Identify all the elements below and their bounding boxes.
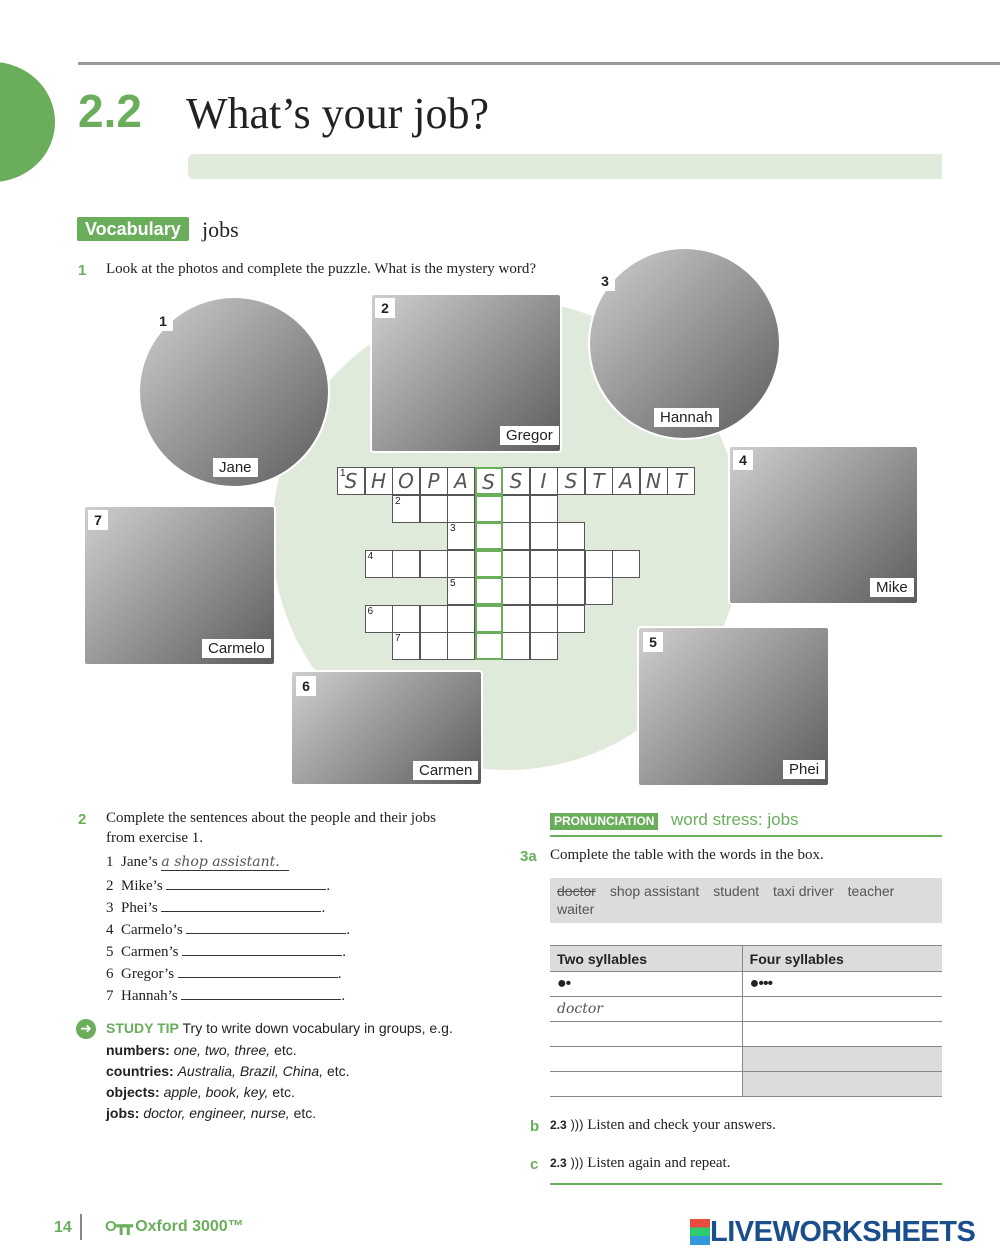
crossword-letter: A [619, 469, 633, 493]
crossword-cell-mystery[interactable] [475, 577, 503, 605]
word-item: taxi driver [773, 883, 834, 899]
clue-number: 4 [367, 550, 374, 562]
crossword-cell[interactable] [557, 467, 585, 495]
study-tip-line [106, 1084, 295, 1100]
sentence-end: . [326, 878, 331, 894]
title-bar [188, 154, 942, 179]
crossword-cell[interactable] [365, 467, 393, 495]
tip-etc: etc. [274, 1042, 297, 1058]
crossword-cell[interactable] [447, 522, 475, 550]
crossword-cell-mystery[interactable] [475, 632, 503, 660]
audio-icon[interactable]: ))) [570, 1155, 584, 1170]
crossword-cell[interactable] [530, 467, 558, 495]
tip-etc: etc. [293, 1105, 317, 1121]
crossword-letter: S [509, 469, 523, 493]
table-cell-answer[interactable]: doctor [550, 997, 742, 1022]
photo-name-mike: Mike [870, 578, 914, 597]
crossword-cell[interactable] [502, 605, 530, 633]
unit-tab-decoration [0, 62, 55, 182]
clue-number: 7 [395, 633, 401, 644]
exercise-1-instruction: Look at the photos and complete the puzzle. What is the mystery word? [106, 261, 537, 277]
crossword-cell[interactable] [502, 495, 530, 523]
key-icon: O┳┳ [105, 1218, 131, 1235]
exercise-2-number: 2 [78, 811, 87, 828]
crossword-cell[interactable] [530, 605, 558, 633]
crossword-cell[interactable] [502, 577, 530, 605]
crossword-letter: S [344, 469, 358, 493]
tip-examples: apple, book, key, [163, 1084, 269, 1100]
exercise-b-label: b [530, 1118, 540, 1135]
crossword-cell[interactable] [557, 550, 585, 578]
table-cell[interactable] [550, 1072, 742, 1097]
tip-key: countries: [106, 1063, 174, 1079]
audio-icon[interactable]: ))) [570, 1117, 584, 1132]
photo-name-carmelo: Carmelo [202, 639, 271, 658]
tip-examples: one, two, three, [173, 1042, 271, 1058]
top-rule [78, 62, 1000, 65]
crossword-cell[interactable] [530, 632, 558, 660]
sentence-number: 4 [106, 922, 114, 938]
crossword-cell[interactable] [447, 577, 475, 605]
crossword-cell[interactable] [420, 605, 448, 633]
sentence-4 [106, 920, 350, 939]
table-cell-disabled [742, 1072, 942, 1097]
crossword-cell[interactable] [447, 495, 475, 523]
table-row [550, 972, 942, 997]
sentence-text: Carmelo’s [121, 922, 183, 938]
photo-number: 5 [643, 632, 663, 652]
crossword-cell[interactable] [530, 550, 558, 578]
sentence-2 [106, 876, 330, 895]
crossword-letter: P [427, 469, 440, 493]
crossword-cell-mystery[interactable] [475, 495, 503, 523]
study-tip-line [106, 1105, 316, 1121]
crossword-cell[interactable] [365, 605, 393, 633]
exercise-c [550, 1155, 730, 1172]
vocabulary-badge: Vocabulary [77, 217, 189, 241]
photo-number: 1 [153, 311, 173, 331]
crossword-cell[interactable] [640, 467, 668, 495]
table-cell[interactable] [742, 1022, 942, 1047]
tip-examples: doctor, engineer, nurse, [143, 1105, 290, 1121]
crossword-cell[interactable] [392, 605, 420, 633]
sentence-3 [106, 898, 325, 917]
track-number: 2.3 [550, 1156, 567, 1170]
exercise-b-text: Listen and check your answers. [587, 1117, 776, 1133]
photo-name-phei: Phei [783, 760, 825, 779]
crossword-cell[interactable] [447, 467, 475, 495]
study-tip-text: Try to write down vocabulary in groups, e.g. [182, 1020, 453, 1036]
sentence-text: Phei’s [121, 900, 158, 916]
word-item: waiter [557, 901, 595, 917]
sentence-end: . [341, 988, 346, 1004]
word-item: student [713, 883, 760, 899]
sentence-number: 5 [106, 944, 114, 960]
photo-name-hannah: Hannah [654, 408, 719, 427]
crossword-cell[interactable] [447, 632, 475, 660]
crossword-cell[interactable] [530, 495, 558, 523]
crossword-letter: N [646, 469, 661, 493]
exercise-2-instruction: Complete the sentences about the people and their jobs [106, 810, 436, 826]
vocabulary-topic: jobs [202, 217, 239, 242]
sentence-text: Hannah’s [121, 988, 178, 1004]
header-two-syllables: Two syllables [550, 946, 742, 972]
tip-etc: etc. [326, 1063, 350, 1079]
answer-blank[interactable] [181, 986, 341, 1000]
sentence-number: 3 [106, 900, 114, 916]
crossword-cell[interactable] [392, 495, 420, 523]
tip-examples: Australia, Brazil, China, [177, 1063, 324, 1079]
logo-icon [690, 1219, 710, 1245]
crossword-cell[interactable] [557, 605, 585, 633]
photo-number: 7 [88, 510, 108, 530]
crossword-cell[interactable] [420, 550, 448, 578]
crossword-letter: H [370, 469, 387, 493]
crossword-cell[interactable] [585, 577, 613, 605]
study-tip-line [106, 1063, 350, 1079]
table-header-row [550, 946, 942, 972]
crossword-cell[interactable] [447, 605, 475, 633]
logo-text: LIVEWORKSHEETS [710, 1216, 976, 1248]
crossword-cell[interactable] [667, 467, 695, 495]
section-rule [550, 1183, 942, 1185]
clue-number: 5 [450, 578, 456, 589]
sentence-end: . [321, 900, 326, 916]
arrow-right-icon: ➜ [76, 1019, 96, 1039]
crossword-cell[interactable] [557, 577, 585, 605]
crossword-cell[interactable] [502, 550, 530, 578]
crossword-cell[interactable] [392, 550, 420, 578]
table-row [550, 1022, 942, 1047]
crossword-cell-mystery[interactable] [475, 605, 503, 633]
answer-blank[interactable] [166, 876, 326, 890]
crossword-letter: S [564, 469, 578, 493]
crossword-cell[interactable] [502, 632, 530, 660]
crossword-cell[interactable] [530, 577, 558, 605]
sentence-6 [106, 964, 342, 983]
answer-blank[interactable] [161, 898, 321, 912]
word-box [550, 878, 942, 923]
sentence-answer[interactable]: a shop assistant. [161, 854, 289, 871]
liveworksheets-logo [690, 1216, 975, 1249]
crossword-letter: I [540, 469, 547, 493]
crossword-letter: S [482, 470, 495, 494]
page-title: What’s your job? [186, 89, 490, 138]
crossword-cell[interactable] [612, 467, 640, 495]
sentence-1 [106, 854, 289, 871]
clue-number: 3 [450, 523, 456, 534]
sentence-end: . [337, 966, 342, 982]
tip-etc: etc. [272, 1084, 295, 1100]
stress-pattern: ●••• [742, 972, 942, 997]
sentence-5 [106, 942, 346, 961]
sentence-number: 6 [106, 966, 114, 982]
pronunciation-badge: PRONUNCIATION [550, 813, 658, 830]
crossword-cell[interactable] [502, 467, 530, 495]
sentence-text: Carmen’s [121, 944, 179, 960]
crossword-cell[interactable] [337, 467, 365, 495]
sentence-7 [106, 986, 345, 1005]
table-row [550, 997, 942, 1022]
photo-name-gregor: Gregor [500, 426, 559, 445]
clue-number: 6 [367, 605, 374, 617]
table-cell[interactable] [550, 1022, 742, 1047]
tip-key: numbers: [106, 1042, 170, 1058]
table-cell[interactable] [550, 1047, 742, 1072]
photo-name-carmen: Carmen [413, 761, 478, 780]
clue-number: 2 [395, 495, 401, 507]
sentence-number: 2 [106, 878, 114, 894]
study-tip-intro [106, 1020, 453, 1036]
answer-blank[interactable] [186, 920, 346, 934]
table-row [550, 1047, 942, 1072]
photo-number: 2 [375, 298, 395, 318]
sentence-number: 7 [106, 988, 114, 1004]
crossword-letter: T [592, 469, 605, 493]
exercise-c-text: Listen again and repeat. [587, 1155, 731, 1171]
stress-pattern: ●• [550, 972, 742, 997]
study-tip-line [106, 1042, 297, 1058]
table-cell[interactable] [742, 997, 942, 1022]
word-item: shop assistant [609, 883, 700, 899]
crossword-cell-mystery[interactable] [475, 467, 503, 495]
exercise-2-instruction-cont: from exercise 1. [106, 830, 204, 846]
crossword-cell[interactable] [557, 522, 585, 550]
exercise-3a-instruction: Complete the table with the words in the box. [550, 847, 824, 863]
table-row [550, 1072, 942, 1097]
sentence-number: 1 [106, 854, 114, 870]
oxford-label: Oxford 3000™ [135, 1218, 244, 1235]
crossword-cell-mystery[interactable] [475, 550, 503, 578]
oxford-3000 [105, 1217, 244, 1236]
crossword-letter: O [398, 469, 414, 493]
crossword-cell[interactable] [585, 550, 613, 578]
exercise-3a-label: 3a [520, 848, 537, 865]
study-tip-label: STUDY TIP [106, 1020, 179, 1036]
sentence-text: Jane’s [121, 854, 158, 870]
clue-number: 1 [340, 468, 346, 479]
crossword-cell[interactable] [585, 467, 613, 495]
word-item: doctor [557, 883, 596, 899]
crossword-letter: A [454, 469, 468, 493]
exercise-1-number: 1 [78, 262, 87, 279]
crossword-cell[interactable] [392, 632, 420, 660]
footer-divider [80, 1214, 82, 1240]
crossword-cell[interactable] [502, 522, 530, 550]
crossword-cell[interactable] [365, 550, 393, 578]
photo-number: 4 [733, 450, 753, 470]
exercise-b [550, 1117, 776, 1134]
page-number: 14 [54, 1219, 72, 1236]
sentence-end: . [342, 944, 346, 960]
table-cell-disabled [742, 1047, 942, 1072]
crossword-cell-mystery[interactable] [475, 522, 503, 550]
word-item: teacher [847, 883, 895, 899]
answer-blank[interactable] [182, 942, 342, 956]
photo-name-jane: Jane [213, 458, 258, 477]
crossword-cell[interactable] [420, 632, 448, 660]
sentence-text: Mike’s [121, 878, 163, 894]
crossword-letter: T [674, 469, 688, 493]
crossword-cell[interactable] [420, 467, 448, 495]
syllable-table [550, 945, 942, 1097]
unit-number: 2.2 [78, 85, 142, 137]
crossword-cell[interactable] [392, 467, 420, 495]
crossword-cell[interactable] [530, 522, 558, 550]
crossword-cell[interactable] [420, 495, 448, 523]
pronunciation-topic: word stress: jobs [671, 810, 799, 829]
sentence-end: . [346, 922, 351, 938]
track-number: 2.3 [550, 1118, 567, 1132]
sentence-text: Gregor’s [121, 966, 175, 982]
crossword-cell[interactable] [447, 550, 475, 578]
exercise-c-label: c [530, 1156, 539, 1173]
header-four-syllables: Four syllables [742, 946, 942, 972]
photo-number: 6 [296, 676, 316, 696]
section-rule [550, 835, 942, 837]
answer-blank[interactable] [178, 964, 338, 978]
tip-key: objects: [106, 1084, 160, 1100]
tip-key: jobs: [106, 1105, 140, 1121]
crossword-cell[interactable] [612, 550, 640, 578]
photo-number: 3 [595, 271, 615, 291]
